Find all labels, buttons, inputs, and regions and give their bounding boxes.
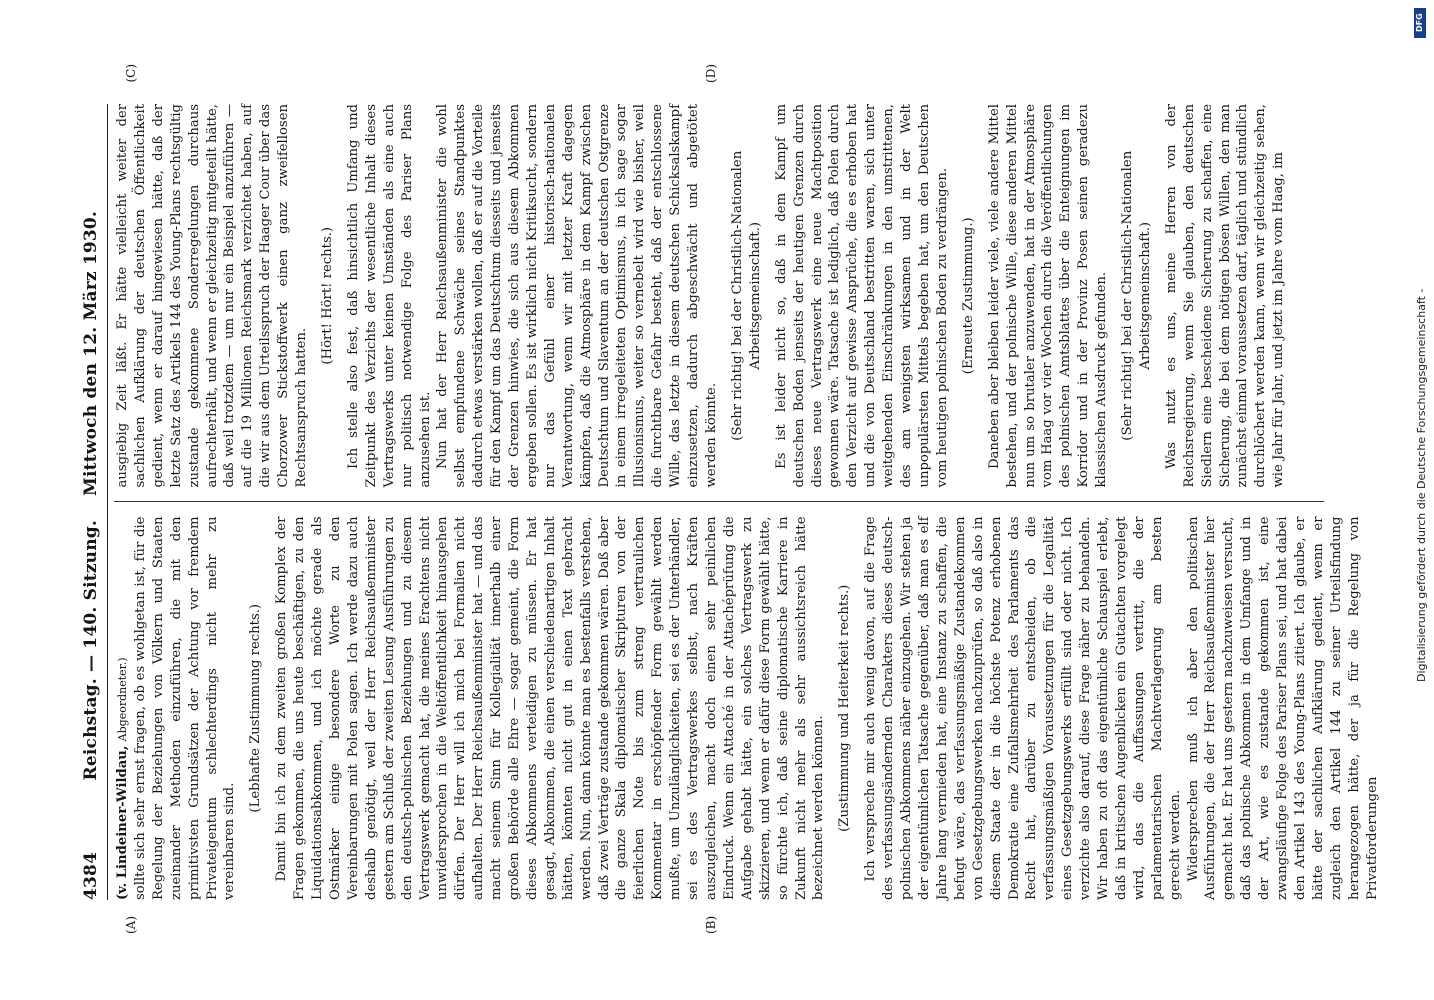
dfg-logo: DFG xyxy=(1414,8,1426,38)
paragraph: Es ist leider nicht so, daß in dem Kampf um deutschen Boden jenseits der heutigen Grenzen durch dieses neue Vertragswerk eine neue Machtposition gewonnen wäre. Tatsache ist lediglich, daß Polen durch den Verzicht auf gewisse Ansprüche, die es erhoben hat und die von Deutschland bestritten waren, sich unter weitgehenden Einschränkungen in den umstrittenen, des am wenigsten wirksamen und in der Welt unpopulärsten Mittels begeben hat, um den Deutschen vom heutigen polnischen Boden zu verdrängen. xyxy=(773,104,950,488)
session-date: Mittwoch den 12. März 1930. xyxy=(81,210,101,496)
right-column xyxy=(114,104,1324,503)
interjection: (Hört! Hört! rechts.) xyxy=(319,226,335,365)
paragraph: Ich stelle also fest, daß hinsichtlich Umfang und Zeitpunkt des Verzichts der wesentliche Inhalt dieses Vertragswerks unter keinen Umständen als eine auch nur politisch notwendige Folge des Pariser Plans anzusehen ist. xyxy=(345,104,433,488)
page-header xyxy=(81,104,105,900)
paragraph: Widersprechen muß ich aber den politischen Ausführungen, die der Herr Reichsaußenminister hier gemacht hat. Er hat uns gestern nachzuweisen versucht, daß das polnische Abkommen in dem Umfange und in der Art, wie es zustande gekommen ist, eine zwangsläufige Folge des Pariser Plans sei, und hat dabei den Artikel 143 des Young-Plans zitiert. Ich glaube, er hätte der sachlichen Aufklärung gedient, wenn er zugleich den Artikel 144 zu seiner Urteilsfindung herangezogen hätte, der ja für die Regelung von Privatforderungen xyxy=(1185,516,1380,900)
session-title: Reichstag. — 140. Sitzung. xyxy=(81,520,101,781)
paragraph: Nun hat der Herr Reichsaußenminister die wohl selbst empfundene Schwäche seines Standpunktes dadurch etwas verstärken wollen, daß er auf die Vorteile für den Kampf um das Deutschtum diesseits und jenseits der Grenzen hinwies, die sich aus diesem Abkommen ergeben sollen. Es ist wirklich nicht Kritiksucht, sondern nur das Gefühl einer historisch-nationalen Verantwortung, wenn wir mit letzter Kraft dagegen kämpfen, daß die Atmosphäre in dem Kampf zwischen Deutschtum und Slaventum an der deutschen Ostgrenze in einem irregeleiteten Optimismus, in ich sage sogar Illusionismus, weiter so vernebelt wird wie bisher, weil die furchtbare Gefahr besteht, daß der entschlossene Wille, das letzte in diesem deutschen Schicksalskampf einzusetzen, dadurch abgeschwächt und abgetötet werden könnte. xyxy=(435,104,719,488)
interjection: (Zustimmung und Heiterkeit rechts.) xyxy=(837,584,853,832)
speaker-name: (v. Lindeiner-Wildau, xyxy=(115,745,130,900)
paragraph: Daneben aber bleiben leider viele, viele andere Mittel bestehen, und der polnische Wille, diese anderen Mittel nun um so brutaler anzuwenden, hat in der Atmosphäre vom Haag vor vier Wochen durch die Veröffentlichungen des polnischen Amtsblattes über die Enteignungen im Korridor und in der Provinz Posen seinen geradezu klassischen Ausdruck gefunden. xyxy=(986,104,1110,488)
header-rule xyxy=(107,104,108,900)
paragraph: sollte sich sehr ernst fragen, ob es wohlgetan ist, für die Regelung der Beziehungen von Völkern und Staaten zueinander Methoden einzuführen, die mit den primitivsten Grundsätzen der Achtung vor fremdem Privateigentum schlechterdings nicht mehr zu vereinbaren sind. xyxy=(132,516,238,900)
margin-mark-c: (C) xyxy=(124,64,138,83)
digitization-sidebar xyxy=(1400,0,1434,1000)
interjection: (Sehr richtig! bei der Christlich-Nationalen Arbeitsgemeinschaft.) xyxy=(729,150,763,441)
scanned-page xyxy=(67,60,1380,940)
speaker-note: Abgeordneter.) xyxy=(116,657,129,742)
paragraph: Was nutzt es uns, meine Herren von der Reichsregierung, wenn Sie glauben, den deutschen Siedlern eine bescheidene Sicherung zu schaffen, eine Sicherung, die bei dem nötigen bösen Willen, den man zunächst einmal voraussetzen darf, täglich und stündlich durchlöchert werden kann, wenn wir gleichzeitig sehen, wie Jahr für Jahr, und jetzt im Jahre vom Haag, im xyxy=(1163,104,1287,488)
paragraph: Damit bin ich zu dem zweiten großen Komplex der Fragen gekommen, die uns heute beschäftigen, zu den Liquidationsabkommen, und ich möchte gerade als Ostmärker einige besondere Worte zu den Vereinbarungen mit Polen sagen. Ich werde dazu auch deshalb genötigt, weil der Herr Reichsaußenminister gestern am Schluß der zweiten Lesung Ausführungen zu den deutsch-polnischen Beziehungen und zu diesem Vertragswerk gemacht hat, die meines Erachtens nicht unwidersprochen in die Weltöffentlichkeit hinausgehen dürfen. Der Herr will ich mich bei Formalien nicht aufhalten. Der Herr Reichsaußenminister hat — und das macht seinem Sinn für Kollegialität innerhalb einer großen Behörde alle Ehre — sogar gemeint, die Form dieses Abkommens verteidigen zu müssen. Er hat gesagt, Abkommen, die einen verschiedenartigen Inhalt hätten, könnten nicht gut in einen Text gebracht werden. Nun, dann könnte man es bestenfalls verstehen, daß zwei Verträge zustande gekommen wären. Daß aber die ganze Skala diplomatischer Skripturen von der feierlichen Note bis zum streng vertraulichen Kommentar in erschöpfender Form gewählt werden mußte, um Unzulänglichkeiten, sei es der Unterhändler, sei es des Vertragswerkes selbst, nach Kräften auszugleichen, macht doch einen sehr peinlichen Eindruck. Wenn ein Attaché in der Attachéprüfung die Aufgabe gehabt hätte, ein solches Vertragswerk zu skizzieren, und wenn er dafür diese Form gewählt hätte, so fürchte ich, daß seine diplomatische Karriere in Zukunft nicht mehr als sehr aussichtsreich hätte bezeichnet werden können. xyxy=(274,516,827,900)
paragraph: Ich verspreche mir auch wenig davon, auf die Frage des verfassungsändernden Charakters dieses deutsch-polnischen Abkommens näher einzugehen. Wir stehen ja der eigentümlichen Tatsache gegenüber, daß man es elf Jahre lang vermieden hat, eine Instanz zu schaffen, die befugt wäre, das verfassungsmäßige Zustandekommen von Gesetzgebungswerken nachzuprüfen, so daß also in diesem Staate der in die höchste Potenz erhobenen Demokratie eine Zufallsmehrheit des Parlaments das Recht hat, darüber zu entscheiden, ob die verfassungsmäßigen Voraussetzungen für die Legalität eines Gesetzgebungswerks erfüllt sind oder nicht. Ich verzichte also darauf, diese Frage näher zu behandeln. Wir haben zu oft das eigentümliche Schauspiel erlebt, daß in kritischen Augenblicken ein Gutachten vorgelegt wird, das die Auffassungen vertritt, die der parlamentarischen Machtverlagerung am besten gerecht werden. xyxy=(863,516,1183,900)
margin-mark-d: (D) xyxy=(704,64,718,83)
interjection: (Sehr richtig! bei der Christlich-Nationalen Arbeitsgemeinschaft.) xyxy=(1120,150,1153,441)
margin-mark-a: (A) xyxy=(124,915,138,934)
text-columns xyxy=(114,64,1380,934)
left-column xyxy=(114,503,1380,901)
dfg-credit: Digitalisierung gefördert durch die Deutsche Forschungsgemeinschaft - xyxy=(1415,288,1428,682)
paragraph: ausgiebig Zeit läßt. Er hätte vielleicht weiter der sachlichen Aufklärung der deutschen Öffentlichkeit gedient, wenn er darauf hingewiesen hätte, daß der letzte Satz des Artikels 144 des Young-Plans rechtsgültig zustande gekommene Sonderregelungen durchaus aufrechterhält, und wenn er gleichzeitig mitgeteilt hätte, daß weil trotzdem — um nur ein Beispiel anzuführen — auf die 19 Millionen Reichsmark verzichtet haben, auf die wir aus dem Urteilsspruch der Haager Cour über das Chorzower Stickstoffwerk einen ganz zweifellosen Rechtsanspruch hatten. xyxy=(115,104,310,488)
speaker-line xyxy=(114,517,132,901)
interjection: (Lebhafte Zustimmung rechts.) xyxy=(248,603,264,813)
page-number: 4384 xyxy=(81,851,101,900)
margin-mark-b: (B) xyxy=(704,915,718,934)
interjection: (Erneute Zustimmung.) xyxy=(960,217,976,375)
